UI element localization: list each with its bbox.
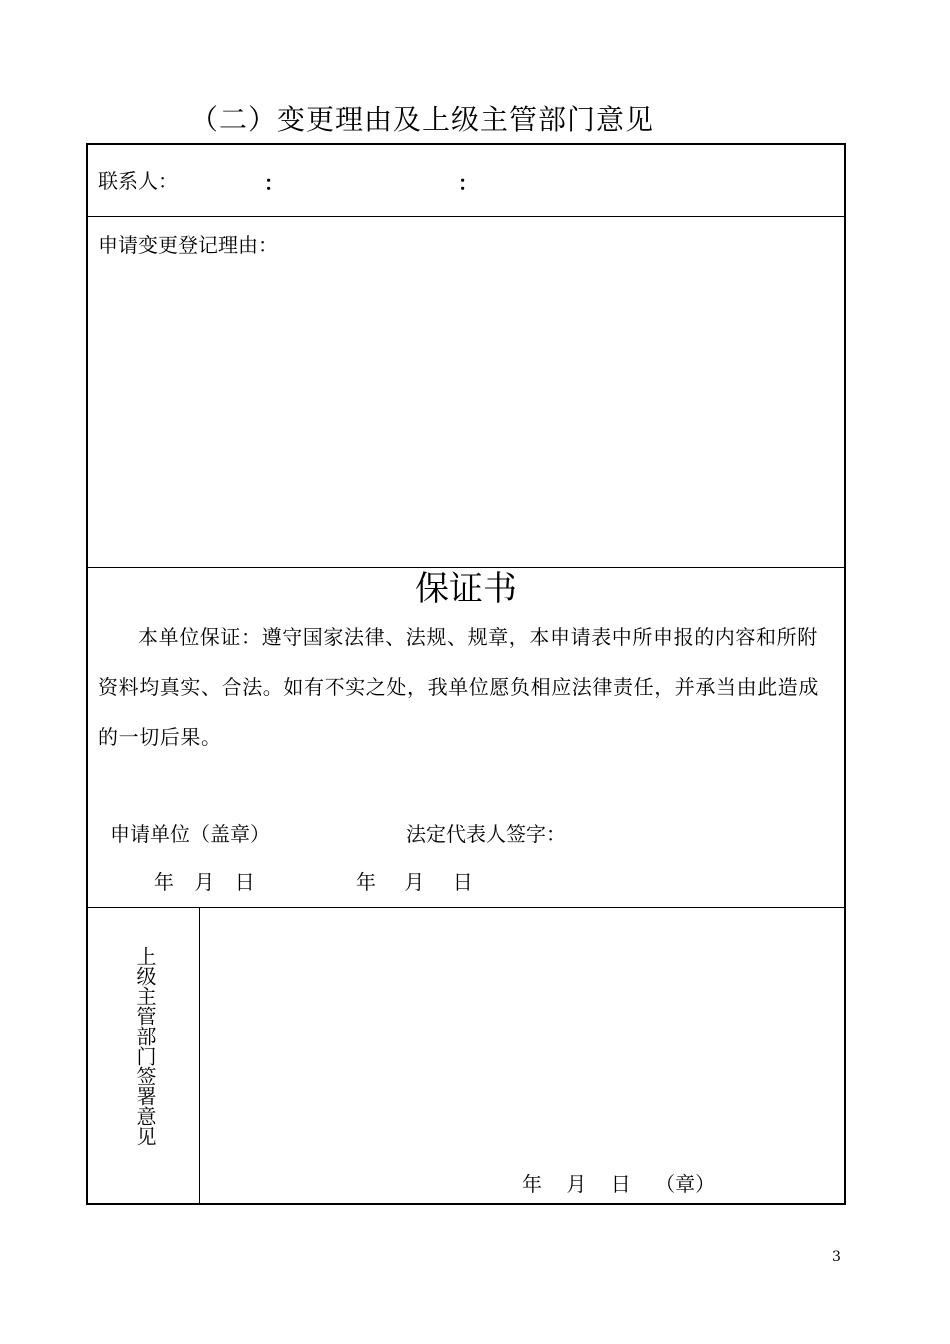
contact-mobile-colon: ： [458, 171, 478, 195]
change-reason-label: 申请变更登记理由： [98, 233, 278, 257]
contact-person-label: 联系人： [98, 169, 178, 193]
supervisor-opinion-label: 上级主管部门签署意见 [133, 946, 157, 1146]
opinion-label-cell [88, 908, 200, 1203]
contact-row [88, 145, 844, 217]
applicant-seal-label: 申请单位（盖章） [110, 822, 270, 846]
page-number: 3 [832, 1249, 841, 1265]
application-form-table [86, 143, 846, 1205]
pledge-row [88, 568, 844, 908]
applicant-date: 年 月 日 [154, 870, 255, 894]
change-reason-row[interactable] [88, 217, 844, 568]
pledge-body: 本单位保证：遵守国家法律、法规、规章，本申请表中所申报的内容和所附资料均真实、合法。如有不实之处，我单位愿负相应法律责任，并承当由此造成的一切后果。 [98, 625, 819, 749]
legal-rep-date: 年 月 日 [356, 870, 473, 894]
contact-phone-colon: ： [264, 171, 284, 195]
section-title: （二）变更理由及上级主管部门意见 [190, 103, 655, 136]
pledge-title: 保证书 [415, 569, 517, 609]
opinion-date-seal: 年 月 日 （章） [522, 1172, 716, 1196]
supervisor-opinion-row [88, 908, 844, 1203]
legal-rep-signature-label: 法定代表人签字： [406, 822, 566, 846]
